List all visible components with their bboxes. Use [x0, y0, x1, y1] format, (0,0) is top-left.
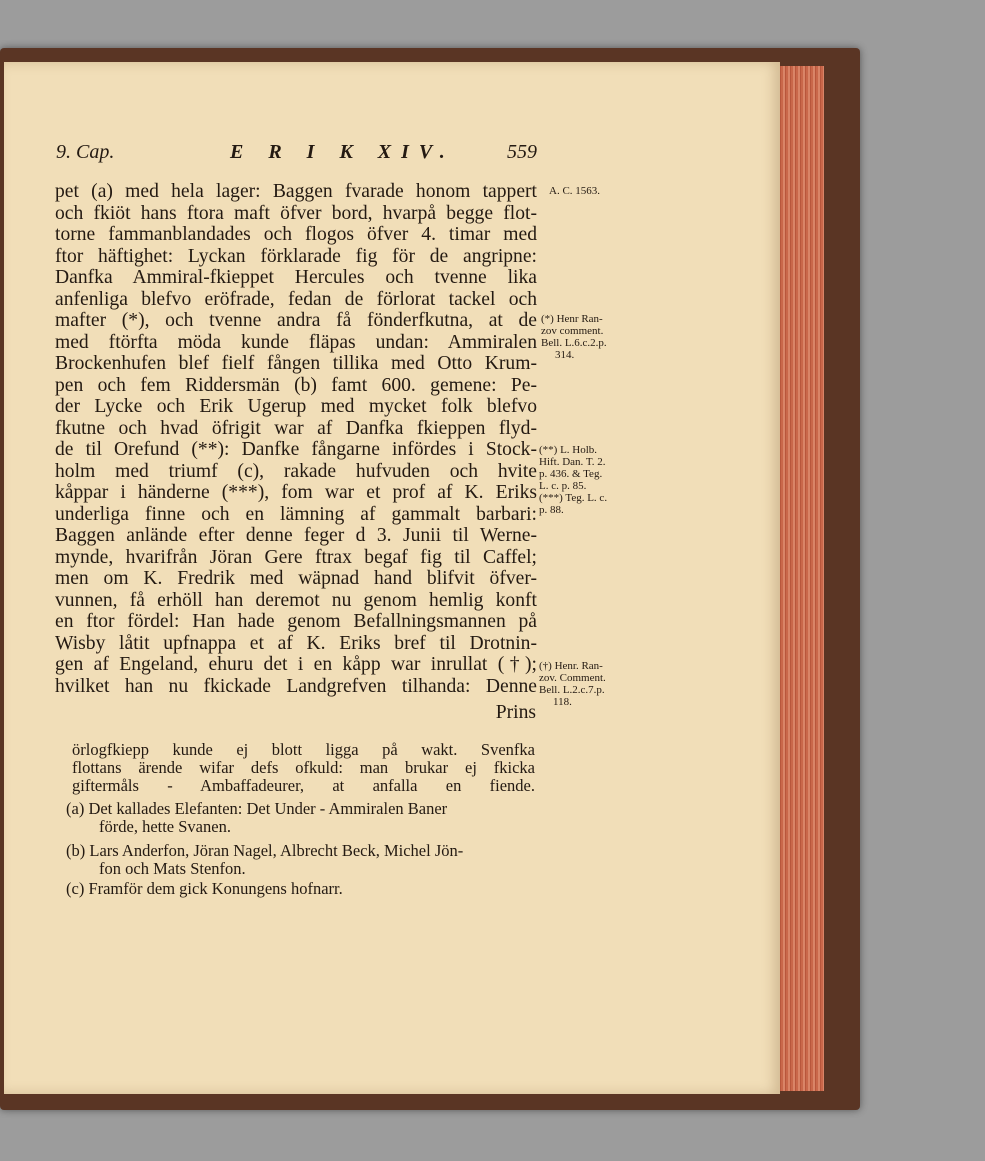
margin-note-1 — [541, 313, 607, 361]
margin-line: L. c. p. 85. — [539, 480, 587, 492]
margin-line: p. 436. & Teg. — [539, 468, 603, 480]
margin-line: zov. Comment. — [539, 672, 606, 684]
footnote-continuation — [72, 741, 535, 795]
margin-line: (**) L. Holb. — [539, 444, 598, 456]
body-line: ftor häftighet: Lyckan förklarade fig för de angripne: — [55, 245, 537, 267]
footnote-line: fon och Mats Stenfon. — [99, 859, 246, 878]
margin-line: p. 88. — [539, 504, 564, 516]
footnote-line: flottans ärende wifar defs ofkuld: man brukar ej fkicka — [72, 758, 535, 777]
body-line: men om K. Fredrik med wäpnad hand blifvit öfver- — [55, 568, 537, 589]
margin-line: Bell. L.6.c.2.p. — [541, 337, 607, 349]
running-title: E R I K XIV. — [230, 141, 455, 163]
body-line: anfenliga blefvo eröfrade, fedan de förlorat tackel och — [55, 288, 537, 310]
footnote-b — [66, 842, 536, 878]
footnote-a — [66, 800, 536, 836]
margin-line: (†) Henr. Ran- — [539, 660, 603, 672]
body-line: gen af Engeland, ehuru det i en kåpp war inrullat (†); — [55, 654, 537, 675]
footnote-line: örlogfkiepp kunde ej blott ligga på wakt. Svenfka — [72, 740, 535, 759]
body-line: pet (a) med hela lager: Baggen fvarade honom tappert — [55, 181, 537, 202]
margin-note-2 — [539, 444, 607, 516]
body-line: de til Orefund (**): Danfke fångarne infördes i Stock- — [55, 439, 537, 460]
footnote-c — [66, 880, 536, 898]
body-line: med ftörfta möda kunde fläpas undan: Ammiralen — [55, 331, 537, 353]
margin-line: zov comment. — [541, 325, 604, 337]
margin-line: 118. — [553, 696, 572, 708]
body-line: underliga finne och en lämning af gammalt barbari: — [55, 503, 537, 525]
body-line: Wisby låtit upfnappa et af K. Eriks bref til Drotnin- — [55, 632, 537, 654]
page-number: 559 — [507, 141, 537, 163]
body-text — [55, 181, 537, 697]
chapter-label: 9. Cap. — [56, 141, 115, 163]
body-line: fkutne och hvad öfrigit war af Danfka fkieppen flyd- — [55, 417, 537, 439]
body-line: en ftor fördel: Han hade genom Befallningsmannen på — [55, 611, 537, 632]
footnote-line: giftermåls - Ambaffadeurer, at anfalla en fiende. — [72, 776, 535, 795]
body-line: och fkiöt hans ftora maft öfver bord, hvarpå begge flot- — [55, 202, 537, 224]
body-line: hvilket han nu fkickade Landgrefven tilhanda: Denne — [55, 675, 537, 697]
body-line: mafter (*), och tvenne andra få fönderfkutna, at de — [55, 310, 537, 331]
body-line: Danfka Ammiral-fkieppet Hercules och tvenne lika — [55, 267, 537, 288]
footnote-line: förde, hette Svanen. — [99, 817, 231, 836]
body-line: pen och fem Riddersmän (b) famt 600. gemene: Pe- — [55, 374, 537, 396]
margin-line: (***) Teg. L. c. — [539, 492, 608, 504]
catchword: Prins — [495, 702, 536, 723]
body-line: holm med triumf (c), rakade hufvuden och hvite — [55, 460, 537, 482]
margin-line: 314. — [555, 349, 575, 361]
margin-date — [549, 185, 600, 197]
page-edges — [776, 66, 824, 1091]
margin-line: Hift. Dan. T. 2. — [539, 456, 606, 468]
body-line: kåppar i händerne (***), fom war et prof af K. Eriks — [55, 482, 537, 503]
body-line: mynde, hvarifrån Jöran Gere ftrax begaf fig til Caffel; — [55, 546, 537, 568]
body-line: vunnen, få erhöll han deremot nu genom hemlig konft — [55, 589, 537, 611]
body-line: der Lycke och Erik Ugerup med mycket folk blefvo — [55, 396, 537, 417]
body-line: torne fammanblandades och flogos öfver 4. timar med — [55, 224, 537, 245]
margin-line: Bell. L.2.c.7.p. — [539, 684, 605, 696]
margin-note-3 — [539, 660, 606, 708]
footnote-line: (b) Lars Anderfon, Jöran Nagel, Albrecht Beck, Michel Jön- — [66, 841, 464, 860]
margin-line: A. C. 1563. — [549, 185, 601, 197]
footnote-line: (a) Det kallades Elefanten: Det Under - Ammiralen Baner — [66, 799, 448, 818]
margin-line: (*) Henr Ran- — [541, 313, 603, 325]
footnote-line: (c) Framför dem gick Konungens hofnarr. — [66, 879, 343, 898]
body-line: Brockenhufen blef fielf fången tillika med Otto Krum- — [55, 353, 537, 374]
body-line: Baggen anlände efter denne feger d 3. Junii til Werne- — [55, 525, 537, 546]
